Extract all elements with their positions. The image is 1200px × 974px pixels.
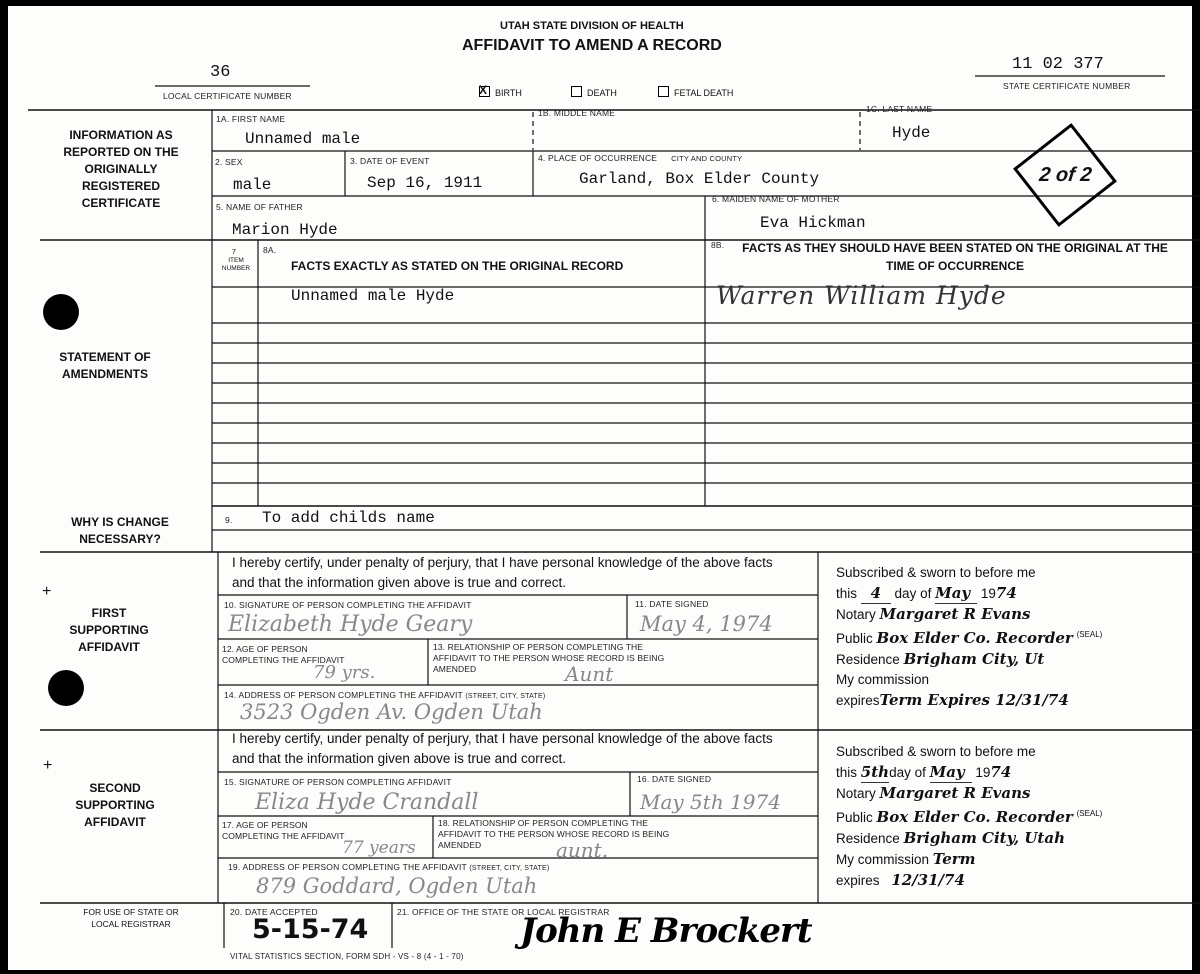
second-notary-line2 (836, 762, 1186, 783)
first-address-label (224, 690, 545, 700)
first-address-value: 3523 Ogden Av. Ogden Utah (240, 700, 543, 724)
first-age-value: 79 yrs. (313, 662, 376, 683)
form-title: AFFIDAVIT TO AMEND A RECORD (462, 37, 722, 54)
second-notary-line6 (836, 849, 1186, 870)
state-certificate-number: 11 02 377 (1012, 55, 1104, 74)
first-address-label-text: 14. ADDRESS OF PERSON COMPLETING THE AFFIDAVIT (224, 690, 463, 700)
second-commission-label: My commission (836, 852, 930, 867)
first-date-value: May 4, 1974 (640, 612, 773, 636)
section-why: WHY IS CHANGE NECESSARY? (71, 515, 169, 546)
second-notary-day: 5th (860, 763, 890, 781)
second-relationship-value: aunt. (556, 838, 609, 862)
registrar-office-label: 21. OFFICE OF THE STATE OR LOCAL REGISTRAR (397, 907, 610, 917)
second-notary-residence: Brigham City, Utah (903, 829, 1065, 847)
second-notary-line3 (836, 783, 1186, 804)
second-notary-century: 19 (975, 765, 991, 780)
place-label-text: 4. PLACE OF OCCURRENCE (538, 153, 658, 163)
first-signature-label: 10. SIGNATURE OF PERSON COMPLETING THE AFFIDAVIT (224, 600, 472, 610)
first-notary-this: this (836, 586, 858, 601)
first-name-label: 1A. FIRST NAME (216, 114, 286, 124)
first-notary-dayof: day of (894, 586, 932, 601)
second-notary-year: 74 (990, 763, 1012, 781)
father-value: Marion Hyde (232, 221, 338, 239)
second-signature-value: Eliza Hyde Crandall (255, 790, 479, 815)
date-accepted-label: 20. DATE ACCEPTED (230, 907, 318, 917)
first-certification: I hereby certify, under penalty of perjury, that I have personal knowledge of the above facts and that the information given above is true and correct. (232, 555, 773, 590)
second-expires-label: expires (836, 873, 880, 888)
second-residence-label: Residence (836, 831, 900, 846)
second-address-label (228, 862, 549, 872)
col-a-number: 8A. (263, 245, 277, 255)
second-certification: I hereby certify, under penalty of perjury, that I have personal knowledge of the above facts and that the information given above is true and correct. (232, 731, 773, 766)
second-notary-dayof: day of (889, 765, 926, 780)
second-address-label-sub: (STREET, CITY, STATE) (469, 865, 550, 872)
second-notary-office: Box Elder Co. Recorder (876, 808, 1073, 826)
first-notary-line4 (836, 625, 1186, 649)
state-certificate-label: STATE CERTIFICATE NUMBER (1003, 81, 1131, 91)
first-relationship-label: 13. RELATIONSHIP OF PERSON COMPLETING THE AFFIDAVIT TO THE PERSON WHOSE RECORD IS BEING AMENDED (433, 642, 665, 674)
date-accepted-value: 5-15-74 (252, 914, 369, 945)
agency-name: UTAH STATE DIVISION OF HEALTH (500, 20, 684, 32)
last-name-value: Hyde (892, 124, 931, 142)
mother-value: Eva Hickman (760, 214, 866, 232)
item-number-num: 7 (232, 249, 236, 256)
section-registrar: FOR USE OF STATE OR LOCAL REGISTRAR (83, 907, 179, 929)
punch-hole-lower (48, 670, 84, 706)
local-certificate-number: 36 (210, 63, 231, 82)
second-notary-line4 (836, 804, 1186, 828)
fetal-death-checkbox[interactable] (658, 86, 669, 97)
second-notary-line7 (836, 870, 1186, 891)
second-public-label: Public (836, 810, 873, 825)
why-value: To add childs name (262, 509, 435, 527)
second-address-label-text: 19. ADDRESS OF PERSON COMPLETING THE AFFIDAVIT (228, 862, 467, 872)
second-signature-label: 15. SIGNATURE OF PERSON COMPLETING AFFIDAVIT (224, 777, 452, 787)
check-mark-first: + (42, 583, 52, 600)
last-name-label: 1C. LAST NAME (866, 104, 933, 114)
section-first-affidavit: FIRST SUPPORTING AFFIDAVIT (69, 606, 149, 654)
first-notary-line6: My commission (836, 672, 930, 687)
first-expires-label: expires (836, 693, 880, 708)
first-notary-line5 (836, 649, 1186, 670)
sex-label: 2. SEX (215, 157, 243, 167)
first-notary-month: May (935, 583, 977, 604)
local-certificate-label: LOCAL CERTIFICATE NUMBER (163, 91, 292, 101)
corrected-fact-value: Warren William Hyde (716, 281, 1007, 310)
birth-checkbox[interactable]: X (479, 86, 490, 97)
first-notary-expires: Term Expires 12/31/74 (879, 691, 1069, 709)
birth-label: BIRTH (495, 88, 522, 98)
second-notary-block (836, 742, 1186, 891)
item-number-label: ITEM NUMBER (221, 257, 251, 272)
first-notary-line3 (836, 604, 1186, 625)
section-amendments: STATEMENT OF AMENDMENTS (59, 350, 151, 381)
col-a-title: FACTS EXACTLY AS STATED ON THE ORIGINAL RECORD (291, 259, 624, 273)
form-footer: VITAL STATISTICS SECTION, FORM SDH - VS - 8 (4 - 1 - 70) (230, 952, 464, 961)
first-notary-label: Notary (836, 607, 876, 622)
place-label-sub: CITY AND COUNTY (671, 154, 743, 163)
first-name-value: Unnamed male (245, 130, 361, 148)
first-notary-name: Margaret R Evans (879, 605, 1031, 623)
middle-name-label: 1B. MIDDLE NAME (538, 108, 616, 118)
father-label: 5. NAME OF FATHER (216, 202, 303, 212)
second-address-value: 879 Goddard, Ogden Utah (256, 874, 538, 898)
second-date-label: 16. DATE SIGNED (637, 774, 712, 784)
second-notary-label: Notary (836, 786, 876, 801)
col-b-title: FACTS AS THEY SHOULD HAVE BEEN STATED ON THE ORIGINAL AT THE TIME OF OCCURRENCE (742, 241, 1168, 273)
death-label: DEATH (587, 88, 617, 98)
second-age-label: 17. AGE OF PERSON COMPLETING THE AFFIDAVIT (222, 820, 345, 841)
section-second-affidavit: SECOND SUPPORTING AFFIDAVIT (75, 781, 155, 829)
first-notary-year: 74 (995, 584, 1017, 602)
second-notary-line1: Subscribed & sworn to before me (836, 744, 1036, 759)
fetal-death-label: FETAL DEATH (674, 88, 734, 98)
first-notary-block (836, 563, 1186, 711)
date-of-event-value: Sep 16, 1911 (367, 174, 483, 192)
first-notary-office: Box Elder Co. Recorder (876, 629, 1073, 647)
first-signature-value: Elizabeth Hyde Geary (228, 612, 473, 637)
first-notary-century: 19 (980, 586, 996, 601)
second-seal-label: (SEAL) (1076, 809, 1103, 818)
record-type-birth[interactable] (479, 83, 522, 98)
place-value: Garland, Box Elder County (579, 170, 820, 188)
first-notary-day: 4 (861, 583, 891, 604)
first-notary-line2 (836, 583, 1186, 604)
first-notary-line1: Subscribed & sworn to before me (836, 565, 1036, 580)
first-notary-line7 (836, 690, 1186, 711)
second-notary-line5 (836, 828, 1186, 849)
section-original-info: INFORMATION AS REPORTED ON THE ORIGINALLY REGISTERED CERTIFICATE (63, 128, 179, 210)
second-date-value: May 5th 1974 (640, 790, 781, 814)
first-address-label-sub: (STREET, CITY, STATE) (465, 693, 546, 700)
col-b-number: 8B. (711, 240, 725, 250)
first-public-label: Public (836, 631, 873, 646)
first-age-label: 12. AGE OF PERSON COMPLETING THE AFFIDAVIT (222, 644, 345, 665)
place-label (538, 153, 742, 163)
punch-hole-upper (43, 294, 79, 330)
second-relationship-label: 18. RELATIONSHIP OF PERSON COMPLETING THE AFFIDAVIT TO THE PERSON WHOSE RECORD IS BEING AMENDED (438, 818, 670, 850)
mother-label: 6. MAIDEN NAME OF MOTHER (712, 194, 840, 204)
date-of-event-label: 3. DATE OF EVENT (350, 156, 430, 166)
original-fact-value: Unnamed male Hyde (291, 287, 455, 305)
second-commission-term: Term (932, 850, 976, 868)
sex-value: male (233, 176, 272, 194)
check-mark-second: + (43, 757, 53, 774)
second-notary-this: this (836, 765, 858, 780)
second-notary-month: May (930, 762, 972, 783)
second-notary-expires: 12/31/74 (891, 871, 965, 889)
death-checkbox[interactable] (571, 86, 582, 97)
first-relationship-value: Aunt (565, 662, 614, 686)
why-number: 9. (225, 515, 233, 525)
record-type-fetal-death[interactable] (658, 86, 733, 98)
first-date-label: 11. DATE SIGNED (635, 599, 709, 609)
first-seal-label: (SEAL) (1076, 630, 1103, 639)
second-notary-name: Margaret R Evans (879, 784, 1031, 802)
first-notary-residence: Brigham City, Ut (903, 650, 1045, 668)
record-type-death[interactable] (571, 86, 617, 98)
registrar-signature: John E Brockert (520, 911, 812, 951)
page-stamp-text: 2 of 2 (1037, 163, 1093, 186)
second-age-value: 77 years (342, 838, 416, 858)
first-residence-label: Residence (836, 652, 900, 667)
